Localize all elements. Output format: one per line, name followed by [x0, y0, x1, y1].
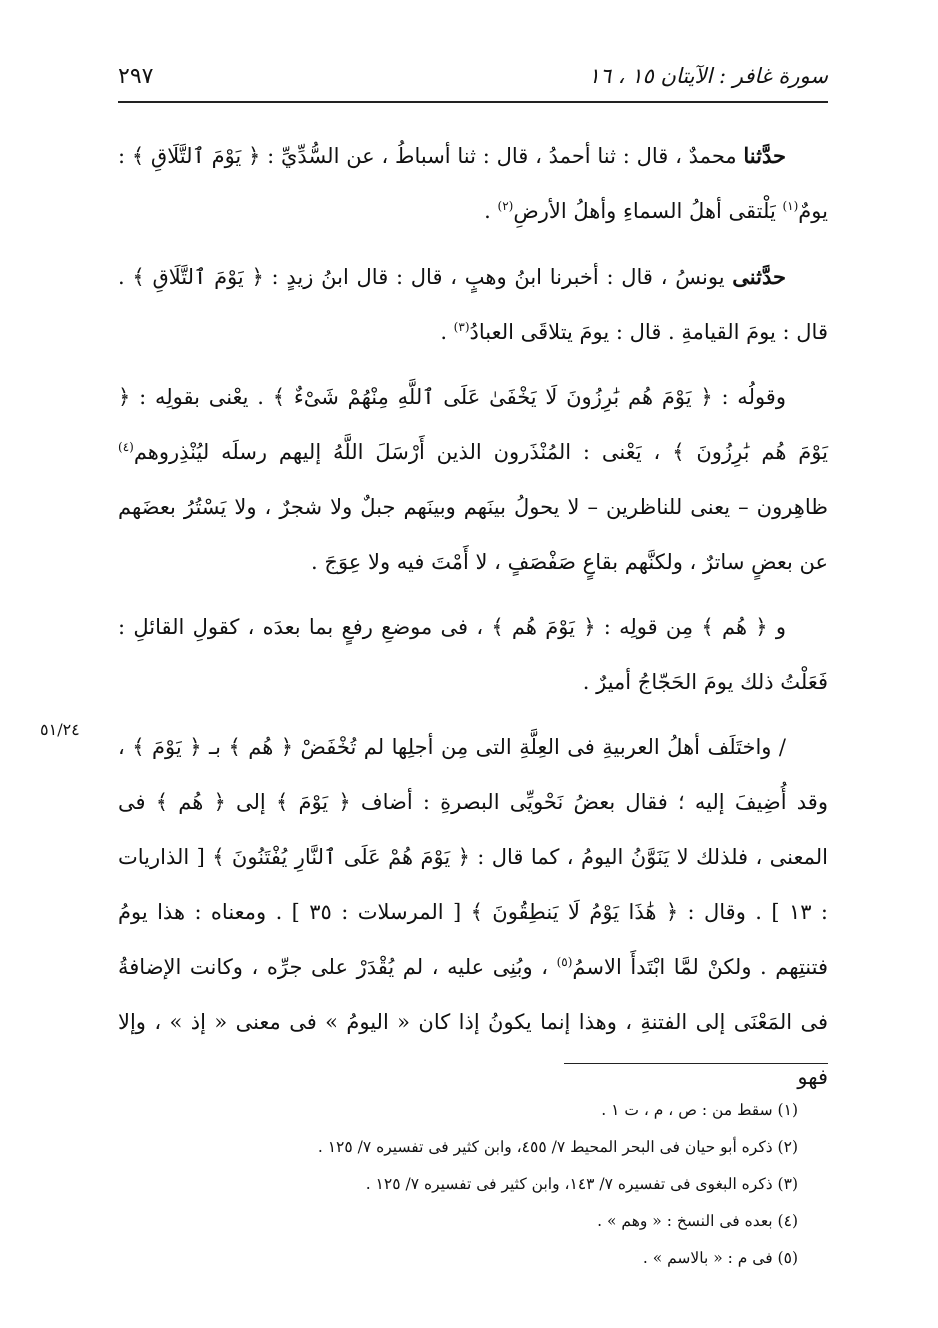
paragraph-text: . — [484, 199, 498, 223]
footnotes — [118, 1092, 828, 1277]
paragraph-text: ظاهِرون – يعنى للناظرين – لا يحولُ بينَهم وبينَهم جبلٌ ولا شجرٌ ، ولا يَسْتُرُ بعضَهم عن بعضٍ ساترٌ ، ولكنَّهم بقاعٍ صَفْصَفٍ ، لا أَمْتَ فيه ولا عِوَجَ . — [118, 495, 828, 574]
paragraph-2 — [118, 249, 828, 360]
page-title: سورة غافر : الآيتان ١٥ ، ١٦ — [588, 64, 828, 88]
margin-reference: ٥١/٢٤ — [40, 720, 80, 739]
paragraph-text: ، وبُنِى عليه ، لم يُقْدَرْ على جرِّه ، وكانت الإضافةُ فى المَعْنَى إلى الفتنةِ ، وهذا إنما يكونُ إذا كان « اليومُ » فى معنى « إذ » ، وإلا فهو — [118, 955, 828, 1089]
paragraph-4 — [118, 600, 828, 710]
main-text — [118, 128, 828, 1115]
paragraph-text: يونسُ ، قال : أخبرنا ابنُ وهبٍ ، قال : قال ابنُ زيدٍ : ﴿ يَوْمَ ٱلتَّلَاقِ ﴾ . قال : يومَ القيامةِ . قال : يومَ يتلاقَى العبادُ — [118, 265, 828, 344]
footnote-ref-4[interactable]: (٤) — [118, 440, 134, 454]
footnote-2: (٢) ذكره أبو حيان فى البحر المحيط ٧/ ٤٥٥، وابن كثير فى تفسيره ٧/ ١٢٥ . — [317, 1138, 798, 1156]
footnote-4: (٤) بعده فى النسخ : « وهم » . — [597, 1212, 798, 1230]
paragraph-text: يَلْتقى أهلُ السماءِ وأهلُ الأرضِ — [513, 199, 783, 223]
paragraph-text: و ﴿ هُم ﴾ مِن قولِه : ﴿ يَوْمَ هُم ﴾ ، فى موضعِ رفعٍ بما بعدَه ، كقولِ القائلِ : فَعَلْتُ ذلك يومَ الحَجّاجُ أميرٌ . — [118, 615, 828, 694]
paragraph-text: محمدٌ ، قال : ثنا أحمدُ ، قال : ثنا أسباطُ ، عن السُّدِّيِّ : ﴿ يَوْمَ ٱلتَّلَاقِ ﴾ : يومٌ — [118, 144, 828, 223]
footnote-ref-3[interactable]: (٣) — [453, 320, 470, 334]
header-rule — [118, 101, 828, 103]
narration-lead: حدَّثنى — [732, 264, 786, 289]
narration-lead: حدَّثنا — [743, 143, 786, 168]
paragraph-3 — [118, 370, 828, 590]
footnote-5: (٥) فى م : « بالاسم » . — [642, 1249, 798, 1267]
running-head — [118, 56, 828, 96]
footnote-rule — [564, 1063, 828, 1064]
page-number: ٢٩٧ — [118, 63, 154, 89]
footnote-1: (١) سقط من : ص ، م ، ت ١ . — [601, 1101, 798, 1119]
paragraph-5 — [118, 720, 828, 1105]
footnote-ref-5[interactable]: (٥) — [556, 955, 573, 969]
paragraph-text: / واختَلَف أهلُ العربيةِ فى العِلَّةِ التى مِن أجلِها لم تُخْفَضْ ﴿ هُم ﴾ بـ ﴿ يَوْمَ ﴾ ، وقد أُضِيفَ إليه ؛ فقال بعضُ نَحْويِّى البصرةِ : أضاف ﴿ يَوْمَ ﴾ إلى ﴿ هُم ﴾ فى المعنى ، فلذلك لا يَنَوَّنُ اليومُ ، كما قال : ﴿ يَوْمَ هُمْ عَلَى ٱلنَّارِ يُفْتَنُونَ ﴾ [ الذاريات : ١٣ ] . وقال : ﴿ هَٰذَا يَوْمُ لَا يَنطِقُونَ ﴾ [ المرسلات : ٣٥ ] . ومعناه : هذا يومُ فتنتِهم . ولكنْ لمَّا ابْتَدأَ الاسمُ — [118, 735, 828, 979]
footnote-3: (٣) ذكره البغوى فى تفسيره ٧/ ١٤٣، وابن كثير فى تفسيره ٧/ ١٢٥ . — [365, 1175, 798, 1193]
paragraph-text: وقولُه : ﴿ يَوْمَ هُم بَٰرِزُونَ لَا يَخْفَىٰ عَلَى ٱللَّهِ مِنْهُمْ شَىْءٌ ﴾ . يعْنى بقولِه : ﴿ يَوْمَ هُم بَٰرِزُونَ ﴾ ، يَعْنى : المُنْذَرون الذين أَرْسَلَ اللَّهُ إليهم رسلَه ليُنْذِروهم — [118, 385, 828, 464]
footnote-ref-1[interactable]: (١) — [782, 199, 799, 213]
paragraph-1 — [118, 128, 828, 239]
paragraph-text: . — [440, 320, 454, 344]
footnote-ref-2[interactable]: (٢) — [497, 199, 514, 213]
